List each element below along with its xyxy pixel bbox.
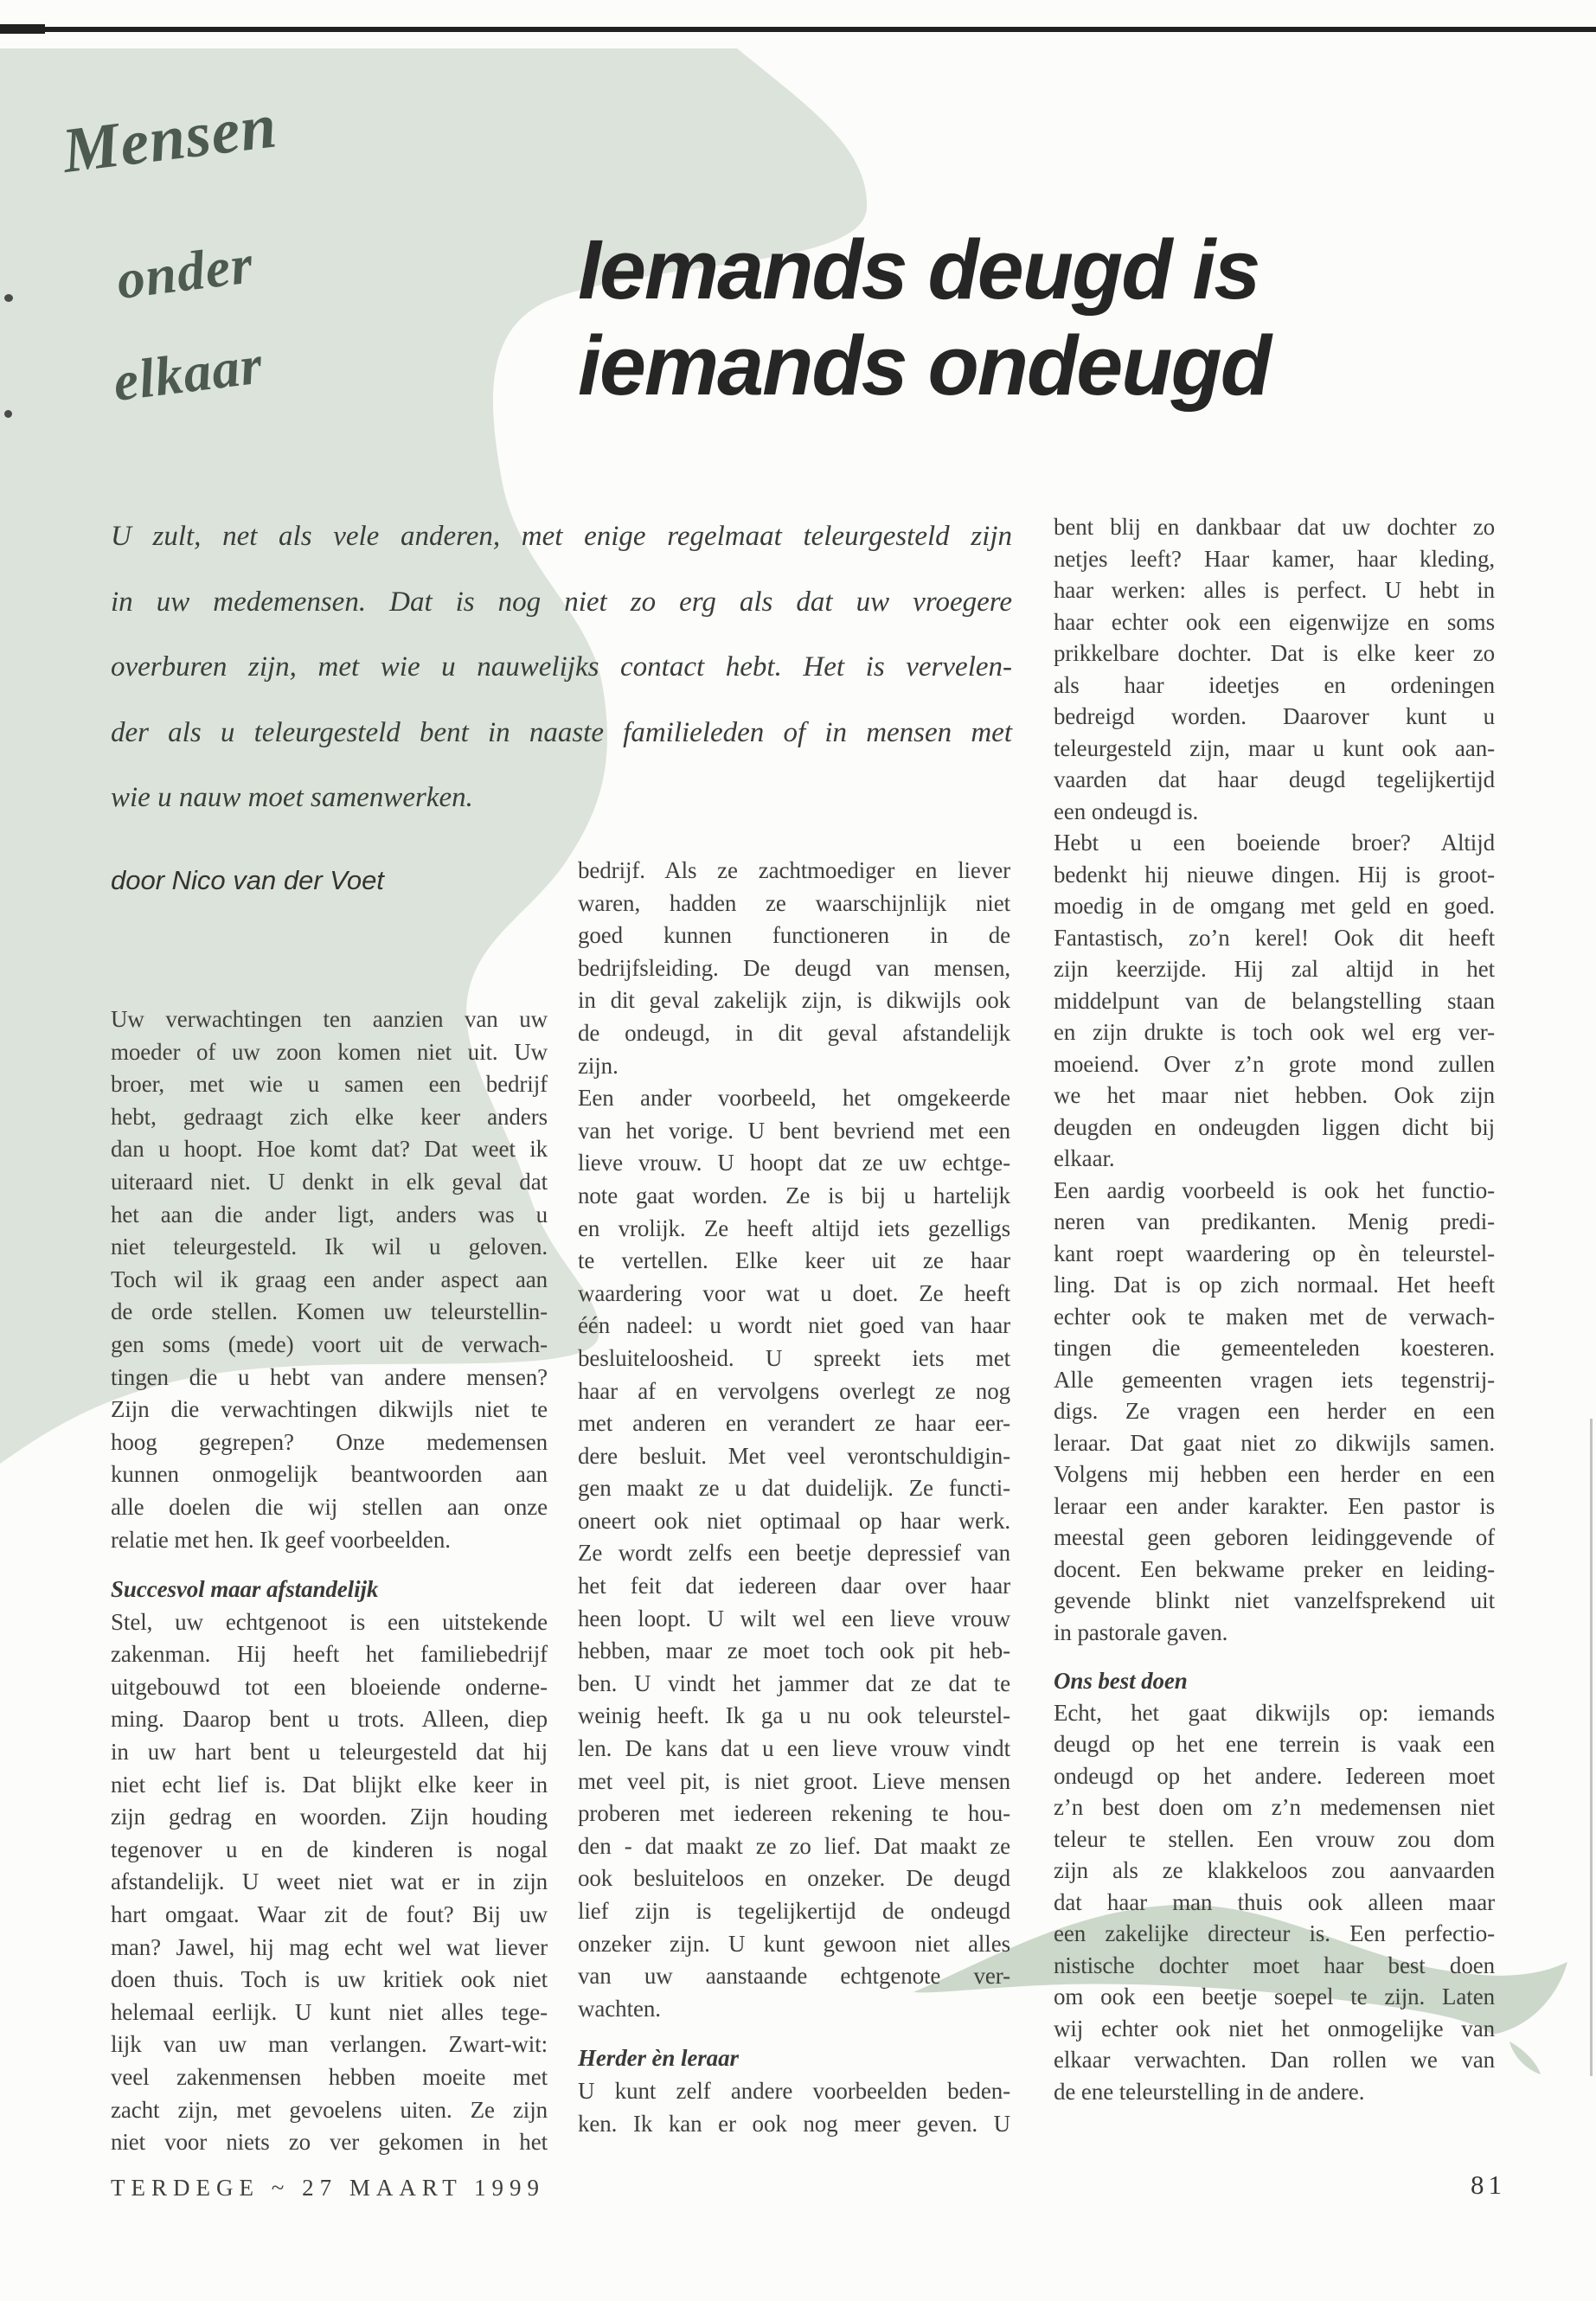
body-line: in pastorale gaven. <box>1054 1618 1228 1645</box>
body-line: dere besluit. Met veel verontschuldigin- <box>578 1442 1010 1469</box>
body-line: kunnen onmogelijk beantwoorden aan <box>111 1461 548 1488</box>
text-column-2 <box>578 855 1010 2140</box>
body-line: bedrijf. Als ze zachtmoediger en liever <box>578 857 1010 883</box>
body-line: bent blij en dankbaar dat uw dochter zo <box>1054 514 1495 540</box>
body-line: in dit geval zakelijk zijn, is dikwijls ook <box>578 987 1010 1014</box>
text-column-1 <box>111 1003 548 2159</box>
body-line: meestal geen geboren leidinggevende of <box>1054 1524 1495 1550</box>
body-line: ook besluiteloos en onzeker. De deugd <box>578 1865 1010 1892</box>
body-line: waren, hadden ze waarschijnlijk niet <box>578 889 1010 916</box>
body-line: met anderen en verandert ze haar eer- <box>578 1410 1010 1437</box>
section-heading: Succesvol maar afstandelijk <box>111 1576 379 1603</box>
body-line: dat haar man thuis ook alleen maar <box>1054 1888 1495 1915</box>
body-line: goed kunnen functioneren in de <box>578 922 1010 949</box>
body-line: Echt, het gaat dikwijls op: iemands <box>1054 1699 1495 1726</box>
body-line: bedenkt hij nieuwe dingen. Hij is groot- <box>1054 861 1495 888</box>
scan-speck <box>4 294 13 302</box>
body-line: gen soms (mede) voort uit de verwach- <box>111 1330 548 1357</box>
body-line: ken. Ik kan er ook nog meer geven. U <box>578 2110 1010 2137</box>
body-line: Ze wordt zelfs een beetje depressief van <box>578 1540 1010 1567</box>
page-number: 81 <box>1471 2170 1506 2200</box>
body-line: om ook een beetje soepel te zijn. Laten <box>1054 1984 1495 2009</box>
body-line: moeiend. Over z’n grote mond zullen <box>1054 1050 1495 1077</box>
body-line: in uw hart bent u teleurgesteld dat hij <box>111 1739 548 1766</box>
body-line: haar af en vervolgens overlegt ze nog <box>578 1377 1010 1404</box>
body-line: onzeker zijn. U kunt gewoon niet alles <box>578 1930 1010 1957</box>
body-line: doen thuis. Toch is uw kritiek ook niet <box>111 1966 548 1993</box>
body-line: als haar ideetjes en ordeningen <box>1054 671 1495 698</box>
intro-line: wie u nauw moet samenwerken. <box>111 782 473 813</box>
body-line: ondeugd op het andere. Iedereen moet <box>1054 1762 1495 1789</box>
body-line: moeder of uw zoon komen niet uit. Uw <box>111 1038 548 1065</box>
body-line: digs. Ze vragen een herder en een <box>1054 1398 1495 1424</box>
body-line: den - dat maakt ze zo lief. Dat maakt ze <box>578 1832 1010 1859</box>
top-rule <box>0 27 1596 32</box>
body-line: weinig heeft. Ik ga u nu ook teleurstel- <box>578 1702 1010 1729</box>
body-line: man? Jawel, hij mag echt wel wat liever <box>111 1933 548 1960</box>
body-line: elkaar verwachten. Dan rollen we van <box>1054 2047 1495 2073</box>
body-line: bedreigd worden. Daarover kunt u <box>1054 703 1495 729</box>
body-line: bedrijfsleiding. De deugd van mensen, <box>578 954 1010 981</box>
body-line: echter ook te maken met de verwach- <box>1054 1303 1495 1330</box>
body-line: leraar een ander karakter. Een pastor is <box>1054 1492 1495 1519</box>
body-line: relatie met hen. Ik geef voorbeelden. <box>111 1526 451 1553</box>
green-swoosh-tail <box>1509 2041 1541 2074</box>
body-line: wij echter ook niet het onmogelijke van <box>1054 2015 1495 2041</box>
body-line: haar echter ook een eigenwijze en soms <box>1054 608 1495 635</box>
body-line: wachten. <box>578 1995 661 2022</box>
body-line: heen loopt. U wilt wel een lieve vrouw <box>578 1605 1010 1631</box>
body-line: Een ander voorbeeld, het omgekeerde <box>578 1085 1010 1112</box>
body-line: vaarden dat haar deugd tegelijkertijd <box>1054 766 1495 792</box>
body-line: niet echt lief is. Dat blijkt elke keer in <box>111 1771 548 1798</box>
body-line: één nadeel: u wordt niet goed van haar <box>578 1312 1010 1339</box>
body-line: afstandelijk. U weet niet wat er in zijn <box>111 1868 548 1895</box>
body-line: hebben, maar ze moet toch ook pit heb- <box>578 1638 1010 1664</box>
body-line: zijn gedrag en woorden. Zijn houding <box>111 1804 548 1830</box>
body-line: deugden en ondeugden liggen dicht bij <box>1054 1113 1495 1140</box>
body-line: van uw aanstaande echtgenote ver- <box>578 1963 1010 1990</box>
body-line: en zijn drukte is toch ook wel erg ver- <box>1054 1019 1495 1045</box>
body-line: Stel, uw echtgenoot is een uitstekende <box>111 1608 548 1635</box>
intro-line: der als u teleurgesteld bent in naaste familieleden of in mensen met <box>111 716 1012 748</box>
body-line: niet teleurgesteld. Ik wil u geloven. <box>111 1234 548 1260</box>
body-line: van het vorige. U bent bevriend met een <box>578 1117 1010 1144</box>
body-line: gen maakt ze u dat duidelijk. Ze functi- <box>578 1475 1010 1502</box>
body-line: z’n best doen om z’n medemensen niet <box>1054 1794 1495 1820</box>
body-line: nistische dochter moet haar best doen <box>1054 1952 1495 1978</box>
body-line: alle doelen die wij stellen aan onze <box>111 1493 548 1520</box>
body-line: ming. Daarop bent u trots. Alleen, diep <box>111 1706 548 1733</box>
intro-line: in uw medemensen. Dat is nog niet zo erg als dat uw vroegere <box>111 586 1012 618</box>
intro-line: U zult, net als vele anderen, met enige regelmaat teleurgesteld zijn <box>111 521 1012 552</box>
article-title <box>578 221 1270 413</box>
body-line: tegenover u en de kinderen is nogal <box>111 1836 548 1862</box>
body-line: met veel pit, is niet groot. Lieve mensen <box>578 1767 1010 1794</box>
body-line: leraar. Dat gaat niet zo dikwijls samen. <box>1054 1429 1495 1456</box>
section-heading: Ons best doen <box>1054 1668 1188 1694</box>
body-line: Volgens mij hebben een herder en een <box>1054 1461 1495 1487</box>
body-line: Alle gemeenten vragen iets tegenstrij- <box>1054 1366 1495 1393</box>
text-column-3 <box>1054 511 1495 2107</box>
body-line: Fantastisch, zo’n kerel! Ook dit heeft <box>1054 924 1495 951</box>
top-rule-nub <box>0 24 45 34</box>
body-line: teleurgesteld zijn, maar u kunt ook aan- <box>1054 734 1495 761</box>
body-line: waardering voor wat u doet. Ze heeft <box>578 1279 1010 1306</box>
body-line: Zijn die verwachtingen dikwijls niet te <box>111 1396 548 1423</box>
body-line: uiteraard niet. U denkt in elk geval dat <box>111 1168 548 1195</box>
intro-line: overburen zijn, met wie u nauwelijks contact hebt. Het is vervelen- <box>111 651 1012 683</box>
body-line: een ondeugd is. <box>1054 798 1199 824</box>
scan-speck <box>4 410 12 418</box>
body-line: de ondeugd, in dit geval afstandelijk <box>578 1019 1010 1046</box>
article-title-line: iemands ondeugd <box>578 318 1270 413</box>
body-line: tingen die u hebt van andere mensen? <box>111 1363 548 1390</box>
body-line: lieve vrouw. U hoopt dat ze uw echtge- <box>578 1150 1010 1176</box>
body-line: netjes leeft? Haar kamer, haar kleding, <box>1054 545 1495 572</box>
magazine-footer: TERDEGE ~ 27 MAART 1999 <box>111 2175 545 2201</box>
body-line: Een aardig voorbeeld is ook het functio- <box>1054 1176 1495 1203</box>
logo-script-line: elkaar <box>110 333 266 413</box>
article-title-line: Iemands deugd is <box>578 222 1259 317</box>
body-line: een zakelijke directeur is. Een perfectio- <box>1054 1920 1495 1946</box>
body-line: besluiteloosheid. U spreekt iets met <box>578 1344 1010 1371</box>
body-line: niet voor niets zo ver gekomen in het <box>111 2129 548 2156</box>
body-line: deugd op het ene terrein is vaak een <box>1054 1731 1495 1757</box>
body-line: veel zakenmensen hebben moeite met <box>111 2064 548 2090</box>
body-line: zijn als ze klakkeloos zou aanvaarden <box>1054 1857 1495 1883</box>
body-line: de ene teleurstelling in de andere. <box>1054 2078 1365 2105</box>
intro-paragraph <box>111 504 1012 831</box>
body-line: lijk van uw man verlangen. Zwart-wit: <box>111 2031 548 2058</box>
body-line: zacht zijn, met gevoelens uiten. Ze zijn <box>111 2096 548 2123</box>
body-line: gevende blinkt niet vanzelfsprekend uit <box>1054 1587 1495 1613</box>
body-line: hebt, gedraagt zich elke keer anders <box>111 1103 548 1130</box>
body-line: oneert ook niet optimaal op haar werk. <box>578 1507 1010 1534</box>
body-line: prikkelbare dochter. Dat is elke keer zo <box>1054 640 1495 666</box>
body-line: moedig in de omgang met geld en goed. <box>1054 893 1495 919</box>
body-line: len. De kans dat u een lieve vrouw vindt <box>578 1735 1010 1762</box>
body-line: tingen die gemeenteleden koesteren. <box>1054 1335 1495 1361</box>
body-line: middelpunt van de belangstelling staan <box>1054 987 1495 1014</box>
body-line: ben. U vindt het jammer dat ze dat te <box>578 1670 1010 1696</box>
body-line: Uw verwachtingen ten aanzien van uw <box>111 1006 548 1032</box>
body-line: dan u hoopt. Hoe komt dat? Dat weet ik <box>111 1136 548 1163</box>
logo-script-line: onder <box>113 233 257 311</box>
logo-script-line: Mensen <box>58 90 281 188</box>
body-line: zijn. <box>578 1052 619 1079</box>
body-line: Hebt u een boeiende broer? Altijd <box>1054 830 1495 856</box>
body-line: kant roept waardering op èn teleurstel- <box>1054 1240 1495 1266</box>
body-line: neren van predikanten. Menig predi- <box>1054 1208 1495 1234</box>
body-line: broer, met wie u samen een bedrijf <box>111 1071 548 1098</box>
body-line: lief zijn is tegelijkertijd de ondeugd <box>578 1898 1010 1924</box>
body-line: U kunt zelf andere voorbeelden beden- <box>578 2077 1010 2104</box>
body-line: en vrolijk. Ze heeft altijd iets gezelligs <box>578 1215 1010 1241</box>
body-line: elkaar. <box>1054 1145 1115 1171</box>
body-line: zakenman. Hij heeft het familiebedrijf <box>111 1641 548 1668</box>
body-line: ling. Dat is op zich normaal. Het heeft <box>1054 1272 1495 1298</box>
body-line: uitgebouwd tot een bloeiende onderne- <box>111 1673 548 1700</box>
body-line: note gaat worden. Ze is bij u hartelijk <box>578 1182 1010 1208</box>
body-line: Toch wil ik graag een ander aspect aan <box>111 1266 548 1292</box>
body-line: docent. Een bekwame preker en leiding- <box>1054 1555 1495 1582</box>
body-line: helemaal eerlijk. U kunt niet alles tege- <box>111 1998 548 2025</box>
page-edge-shadow <box>1590 1419 1593 2076</box>
body-line: haar werken: alles is perfect. U hebt in <box>1054 577 1495 603</box>
body-line: het aan die ander ligt, anders was u <box>111 1201 548 1227</box>
section-heading: Herder èn leraar <box>578 2045 739 2072</box>
body-line: hart omgaat. Waar zit de fout? Bij uw <box>111 1901 548 1928</box>
body-line: te vertellen. Elke keer uit ze haar <box>578 1247 1010 1274</box>
body-line: het feit dat iedereen daar over haar <box>578 1573 1010 1599</box>
body-line: hoog gegrepen? Onze medemensen <box>111 1428 548 1455</box>
body-line: we het maar niet hebben. Ook zijn <box>1054 1082 1495 1108</box>
byline: door Nico van der Voet <box>111 865 384 895</box>
body-line: de orde stellen. Komen uw teleurstellin- <box>111 1298 548 1325</box>
body-line: proberen met iedereen rekening te hou- <box>578 1800 1010 1827</box>
body-line: zijn keerzijde. Hij zal altijd in het <box>1054 956 1495 982</box>
body-line: teleur te stellen. Een vrouw zou dom <box>1054 1825 1495 1852</box>
